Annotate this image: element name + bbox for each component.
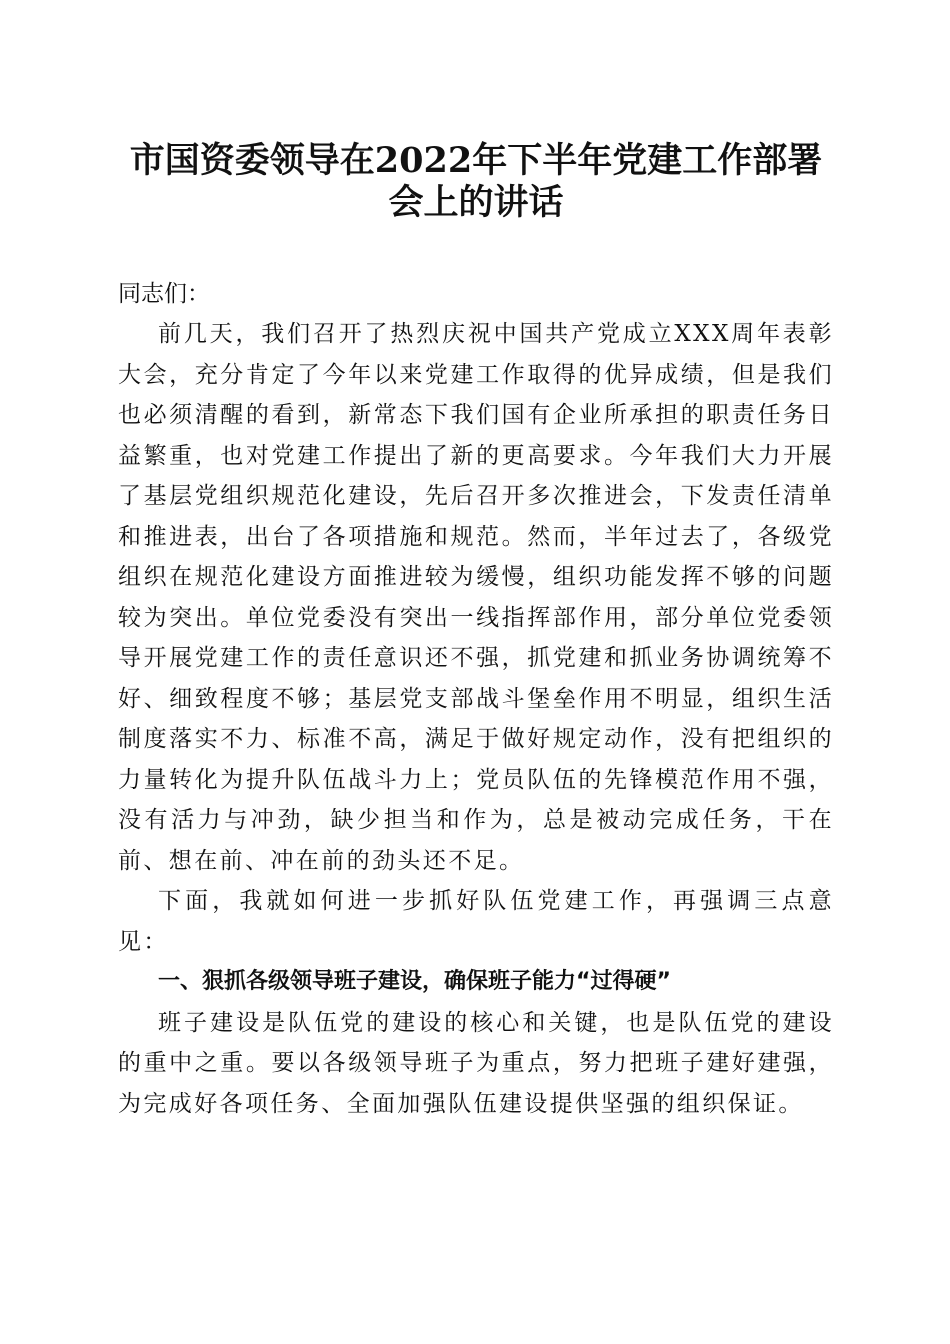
title-line-1: 市国资委领导在2022年下半年党建工作部署 (129, 140, 823, 181)
section-1-paragraph: 班子建设是队伍党的建设的核心和关键，也是队伍党的建设的重中之重。要以各级领导班子为重点，努力把班子建好建强，为完成好各项任务、全面加强队伍建设提供坚强的组织保证。 (118, 1009, 834, 1117)
section-heading-1: 一、狠抓各级领导班子建设，确保班子能力“过得硬” (158, 969, 671, 994)
document-page (118, 0, 834, 1124)
title-line-2: 会上的讲话 (388, 182, 564, 223)
salutation: 同志们： (118, 281, 210, 307)
intro-paragraph: 前几天，我们召开了热烈庆祝中国共产党成立XXX周年表彰大会，充分肯定了今年以来党建工作取得的优异成绩，但是我们也必须清醒的看到，新常态下我们国有企业所承担的职责任务日益繁重，也对党建工作提出了新的更高要求。今年我们大力开展了基层党组织规范化建设，先后召开多次推进会，下发责任清单和推进表，出台了各项措施和规范。然而，半年过去了，各级党组织在规范化建设方面推进较为缓慢，组织功能发挥不够的问题较为突出。单位党委没有突出一线指挥部作用，部分单位党委领导开展党建工作的责任意识还不强，抓党建和抓业务协调统筹不好、细致程度不够；基层党支部战斗堡垒作用不明显，组织生活制度落实不力、标准不高，满足于做好规定动作，没有把组织的力量转化为提升队伍战斗力上；党员队伍的先锋模范作用不强，没有活力与冲劲，缺少担当和作为，总是被动完成任务，干在前、想在前、冲在前的劲头还不足。 (118, 321, 834, 874)
transition-paragraph: 下面，我就如何进一步抓好队伍党建工作，再强调三点意见： (118, 888, 834, 955)
document-title (118, 140, 834, 224)
